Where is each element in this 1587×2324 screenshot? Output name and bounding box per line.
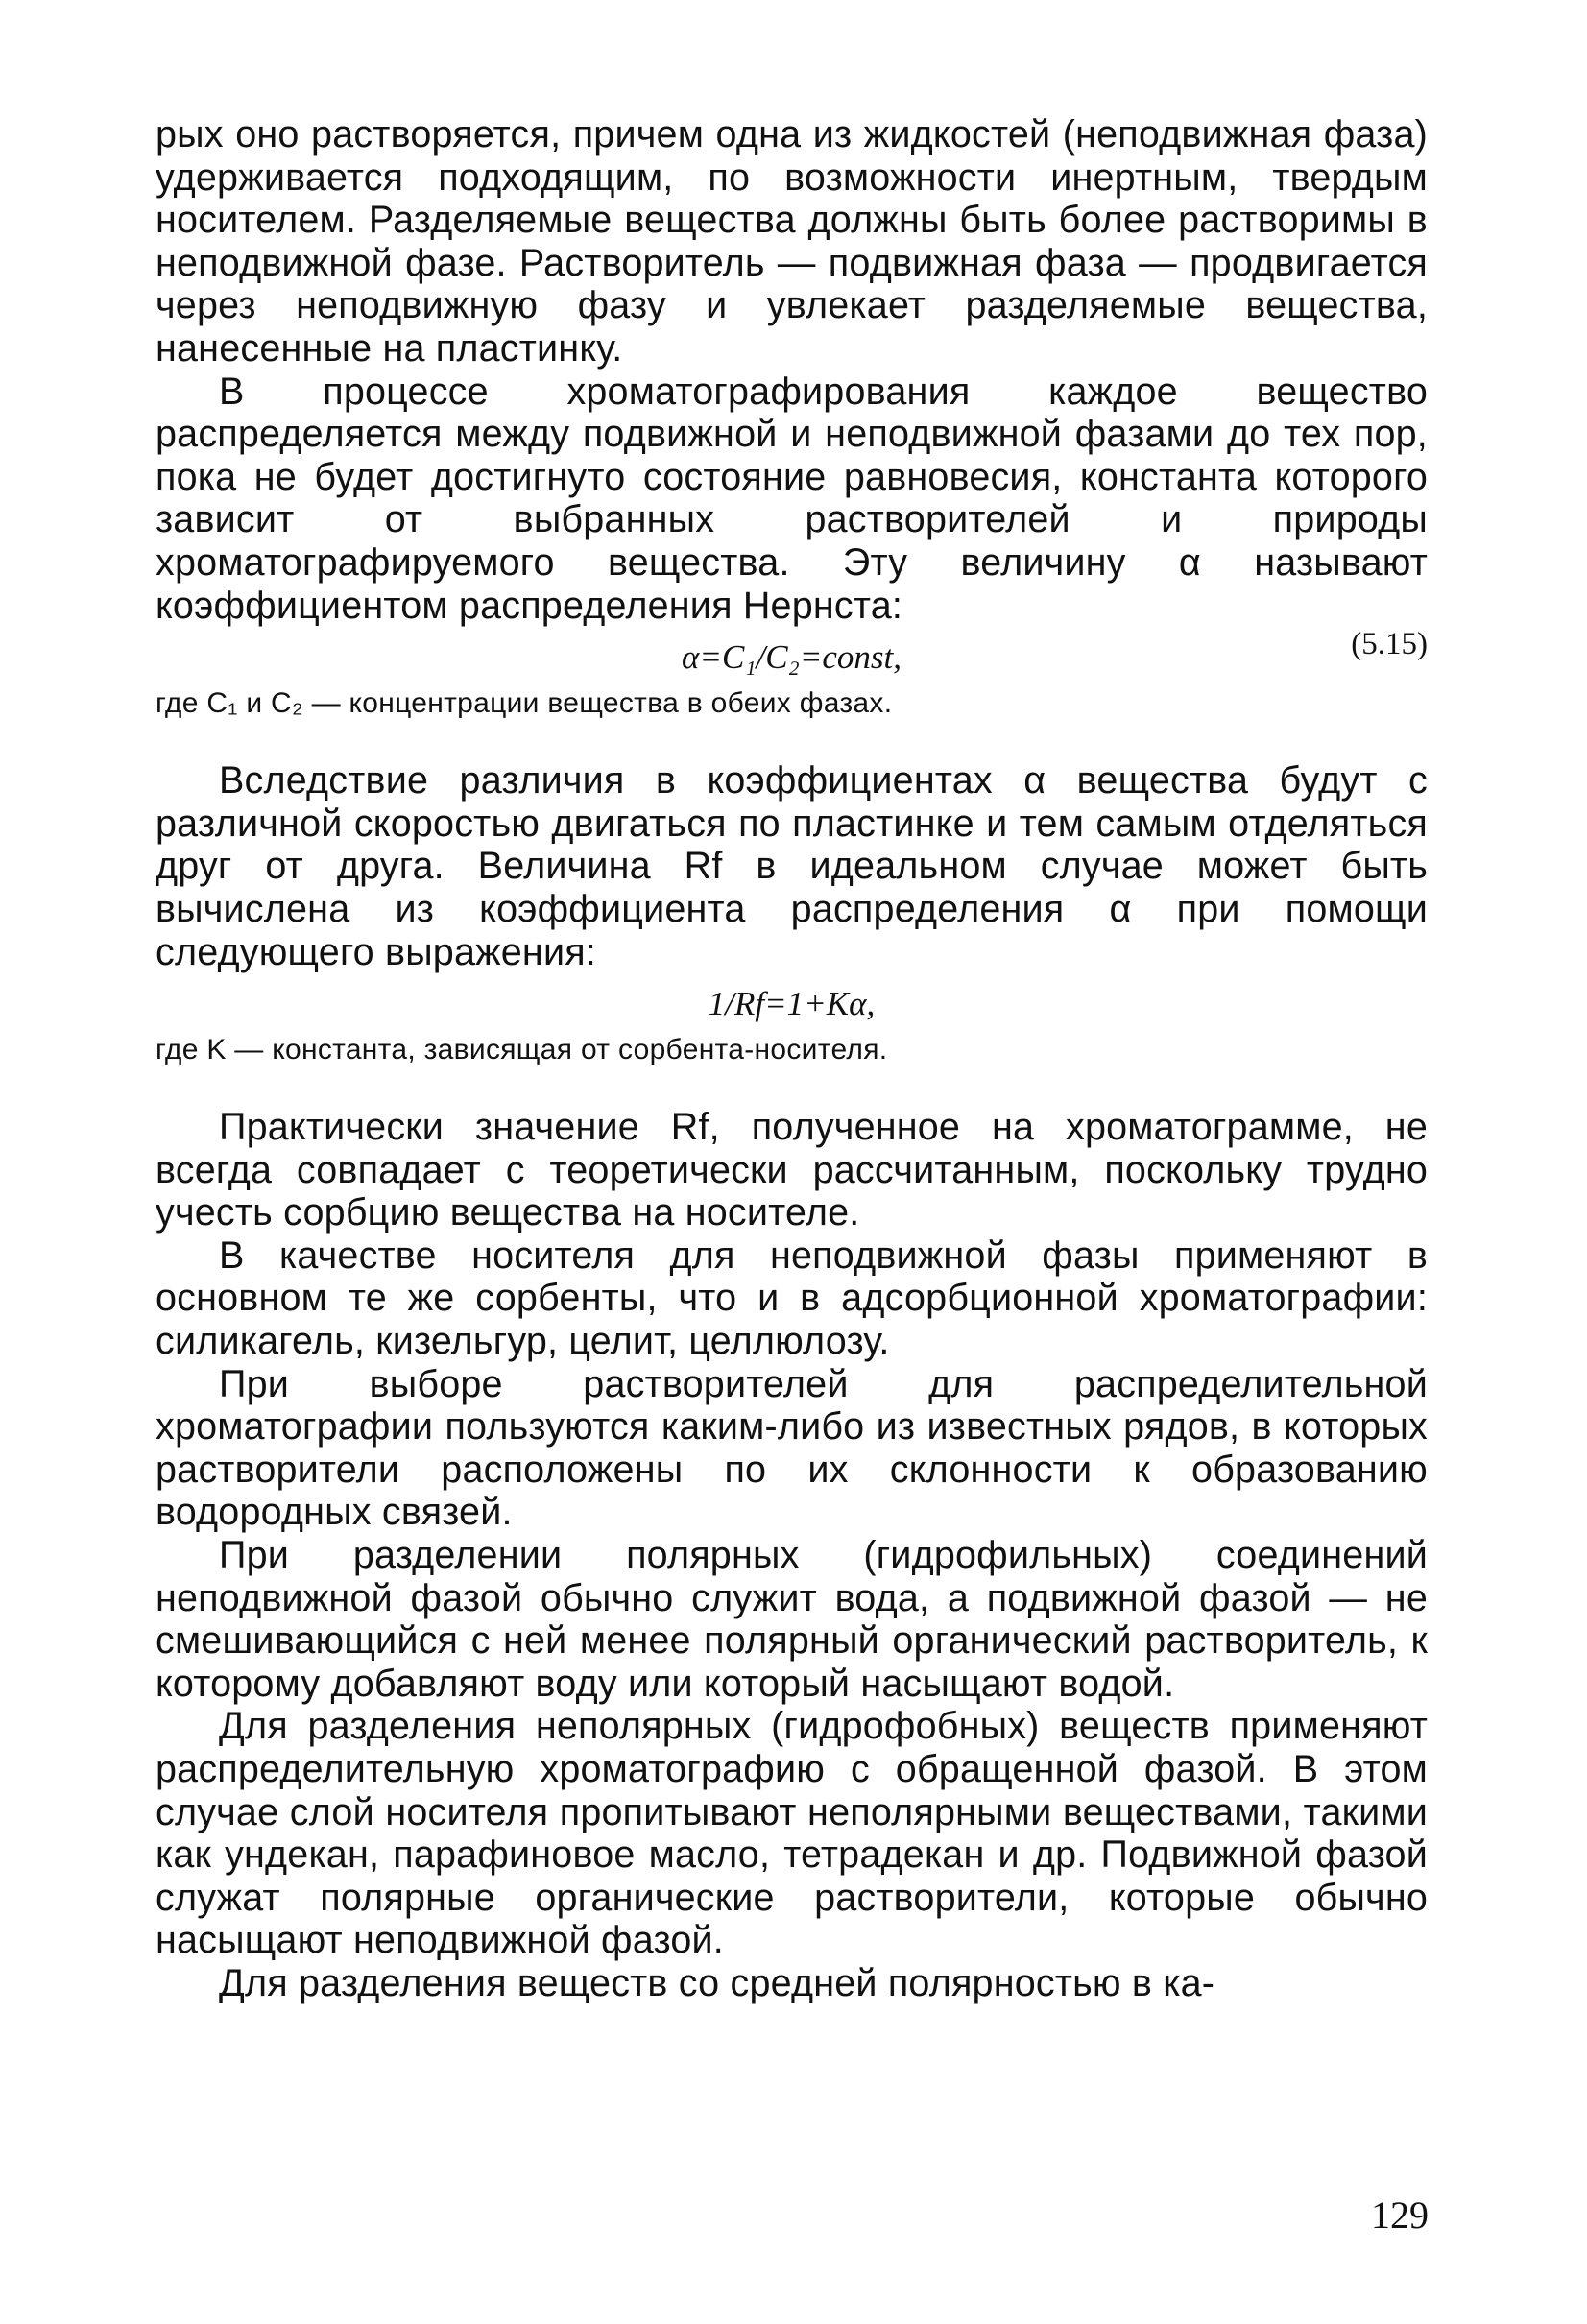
formula-5-15-number: (5.15) [1351, 627, 1428, 662]
paragraph-7: При разделении полярных (гидрофильных) соединений неподвижной фазой обычно служит вода, а подвижной фазой — не смешивающийся с ней менее полярный органический растворитель, к которому добавляют воду или который насыщают водой. [156, 1534, 1428, 1705]
paragraph-2: В процессе хроматографирования каждое вещество распределяется между подвижной и неподвижной фазами до тех пор, пока не будет достигнуто состояние равновесия, константа которого зависит от выбранных растворителей и природы хроматографируемого вещества. Эту величину α называют коэффициентом распределения Нернста: [156, 370, 1428, 627]
page-number: 129 [1371, 2193, 1429, 2237]
formula-rf [156, 973, 1428, 1031]
paragraph-3: Вследствие различия в коэффициентах α вещества будут с различной скоростью двигаться по пластинке и тем самым отделяться друг от друга. Величина Rf в идеальном случае может быть вычислена из коэффициента распределения α при помощи следующего выражения: [156, 759, 1428, 973]
formula-5-15 [156, 627, 1428, 684]
paragraph-1: рых оно растворяется, причем одна из жидкостей (неподвижная фаза) удерживается подходящим, по возможности инертным, твердым носителем. Разделяемые вещества должны быть более растворимы в неподвижной фазе. Растворитель — подвижная фаза — продвигается через неподвижную фазу и увлекает разделяемые вещества, нанесенные на пластинку. [156, 113, 1428, 370]
paragraph-9: Для разделения веществ со средней полярностью в ка- [219, 1961, 1215, 2004]
formula-rf-explanation: где K — константа, зависящая от сорбента-носителя. [156, 1034, 888, 1066]
paragraph-6: При выборе растворителей для распределительной хроматографии пользуются каким-либо из известных рядов, в которых растворители расположены по их склонности к образованию водородных связей. [156, 1362, 1428, 1534]
page-body [156, 113, 1428, 2005]
formula-rf-expression: 1/Rf=1+Kα, [708, 985, 876, 1023]
formula-5-15-explanation: где C₁ и C₂ — концентрации вещества в обеих фазах. [156, 687, 893, 720]
paragraph-4: Практически значение Rf, полученное на хроматограмме, не всегда совпадает с теоретически рассчитанным, поскольку трудно учесть сорбцию вещества на носителе. [156, 1106, 1428, 1234]
paragraph-5: В качестве носителя для неподвижной фазы применяют в основном те же сорбенты, что и в адсорбционной хроматографии: силикагель, кизельгур, целит, целлюлозу. [156, 1234, 1428, 1363]
formula-5-15-expression: α=C₁/C₂=const, [682, 638, 902, 677]
paragraph-8: Для разделения неполярных (гидрофобных) веществ применяют распределительную хроматографию с обращенной фазой. В этом случае слой носителя пропитывают неполярными веществами, такими как ундекан, парафиновое масло, тетрадекан и др. Подвижной фазой служат полярные органические растворители, которые обычно насыщают неподвижной фазой. [156, 1705, 1428, 1962]
